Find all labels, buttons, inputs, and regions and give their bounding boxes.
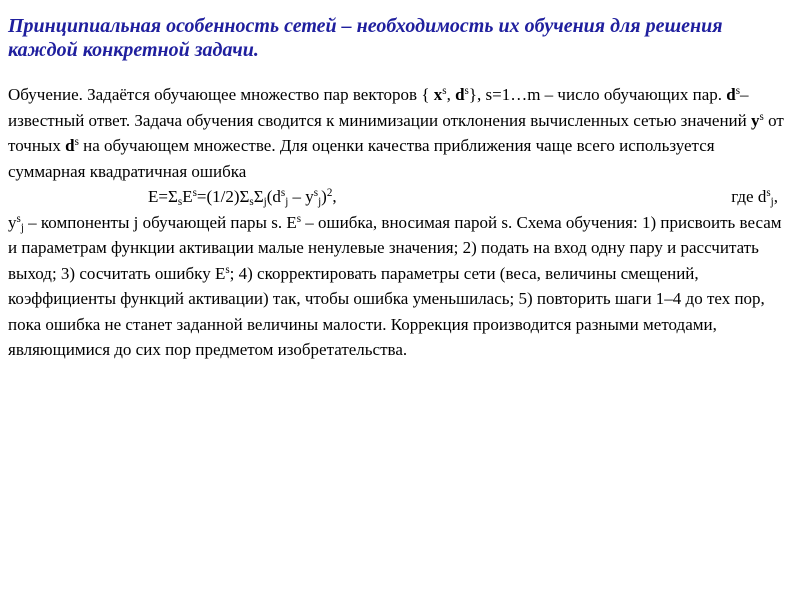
vector-x: x	[433, 85, 443, 104]
formula-where: где $d^s_j$,	[731, 186, 778, 208]
text-run: ; 4) скорректировать параметры сети (веса, величины смещений, коэффициенты функций активации) так, чтобы ошибка уменьшилась; 5) повторить шаги 1–4 до тех пор, пока ошибка не станет заданной величины малости. Коррекция производится разными методами, являющимися до сих пор предметом изобретательства.	[8, 263, 765, 359]
superscript-s: s	[735, 84, 741, 97]
text-run: – ошибка, вносимая парой s. Схема обучения: 1) присвоить весам и параметрам функции активации малые ненулевые значения; 2) подать на вход одну пару и рассчитать выход; 3) сосчитать ошибку E	[8, 212, 782, 283]
vector-d: d	[65, 136, 75, 155]
superscript-s: s	[225, 263, 230, 276]
superscript-s: s	[16, 212, 21, 225]
superscript-s: s	[74, 135, 79, 148]
text-run: на обучающем множестве. Для оценки качества приближения чаще всего используется суммарная квадратичная ошибка	[8, 136, 715, 181]
text-run: }, s=1…m – число обучающих пар.	[468, 85, 727, 104]
text-run: ,	[446, 85, 456, 104]
vector-y: y	[751, 110, 760, 130]
superscript-s: s	[296, 212, 302, 225]
text-run: – компоненты j обучающей пары s. E	[23, 212, 297, 232]
formula-equation: $E=\Sigma_sE^s=(1/2)\Sigma_s\Sigma_j(d^s_j - y^s_j)^2$,	[148, 186, 337, 208]
slide-title: Принципиальная особенность сетей – необходимость их обучения для решения каждой конкретной задачи.	[8, 15, 723, 61]
subscript-j: j	[20, 221, 24, 234]
superscript-s: s	[464, 84, 469, 97]
slide-body	[8, 82, 792, 363]
text-run: Обучение. Задаётся обучающее множество пар векторов {	[8, 85, 434, 104]
superscript-s: s	[759, 110, 764, 123]
vector-d: d	[726, 85, 736, 104]
paragraph-training-scheme	[8, 210, 792, 363]
vector-d: d	[455, 85, 465, 104]
text-run: от точных	[8, 110, 784, 155]
paragraph-training-set	[8, 82, 792, 184]
error-formula	[8, 184, 792, 210]
superscript-s: s	[442, 84, 447, 97]
text-run: –известный ответ. Задача обучения сводится к минимизации отклонения вычисленных сетью значений	[8, 85, 751, 130]
text-run: y	[8, 212, 17, 232]
